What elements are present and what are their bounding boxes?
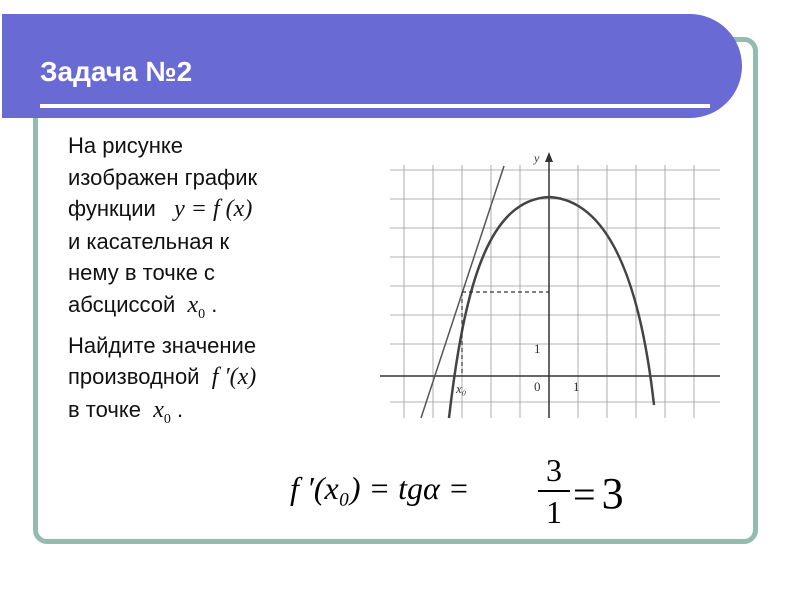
- x0-variable-2: [153, 396, 171, 427]
- x0-variable: [187, 291, 206, 322]
- y-tick-label: 1: [534, 341, 541, 356]
- x-tick-label: 1: [573, 379, 580, 394]
- task-line-1: На рисунке: [68, 133, 184, 158]
- task-line-9-text: в точке: [68, 396, 141, 422]
- task-line-6: [68, 289, 257, 330]
- y-axis-arrow: [545, 152, 553, 162]
- task-line-9-end: .: [176, 396, 184, 422]
- origin-label: 0: [534, 379, 541, 394]
- fraction-denominator: 1: [546, 494, 562, 530]
- task-line-5: нему в точке с: [68, 260, 215, 285]
- y-axis-label: y: [534, 151, 540, 165]
- parabola-curve: [449, 197, 654, 418]
- task-line-3: [68, 193, 257, 226]
- task-line-2: изображен график: [68, 164, 258, 190]
- x0-var-2: x: [153, 396, 164, 423]
- formula-lhs-text: f ′(x₀) = tgα =: [290, 470, 470, 506]
- task-line-3-text: функции: [68, 196, 156, 221]
- task-line-6-text: абсциссой: [68, 291, 176, 317]
- task-line-9: [68, 394, 257, 435]
- fraction-bar: [538, 490, 570, 492]
- function-formula: y = f (x): [174, 196, 253, 222]
- formula-result-value: 3: [601, 469, 624, 518]
- x0-var: x: [187, 291, 199, 318]
- x0-tick-label: x₀: [456, 381, 467, 396]
- formula-lhs: [290, 470, 469, 507]
- formula-equals: =: [573, 472, 596, 517]
- task-line-6-end: .: [211, 291, 218, 317]
- fraction: [534, 452, 574, 530]
- task-text: [68, 130, 257, 435]
- slide-title: Задача №2: [40, 56, 193, 87]
- formula-result: [573, 468, 624, 519]
- answer-formula: [288, 452, 648, 534]
- title-underline: [40, 104, 710, 108]
- fraction-numerator: 3: [546, 452, 562, 488]
- task-line-7: Найдите значение: [68, 332, 257, 358]
- task-line-4: и касательная к: [68, 228, 230, 254]
- derivative-formula: f ′(x): [211, 364, 257, 391]
- task-line-8: [68, 361, 257, 394]
- x0-sub: 0: [198, 306, 206, 322]
- task-line-8-text: производной: [68, 364, 200, 390]
- graph-grid: [390, 165, 720, 418]
- function-graph: [380, 150, 725, 435]
- x0-sub-2: 0: [163, 411, 171, 427]
